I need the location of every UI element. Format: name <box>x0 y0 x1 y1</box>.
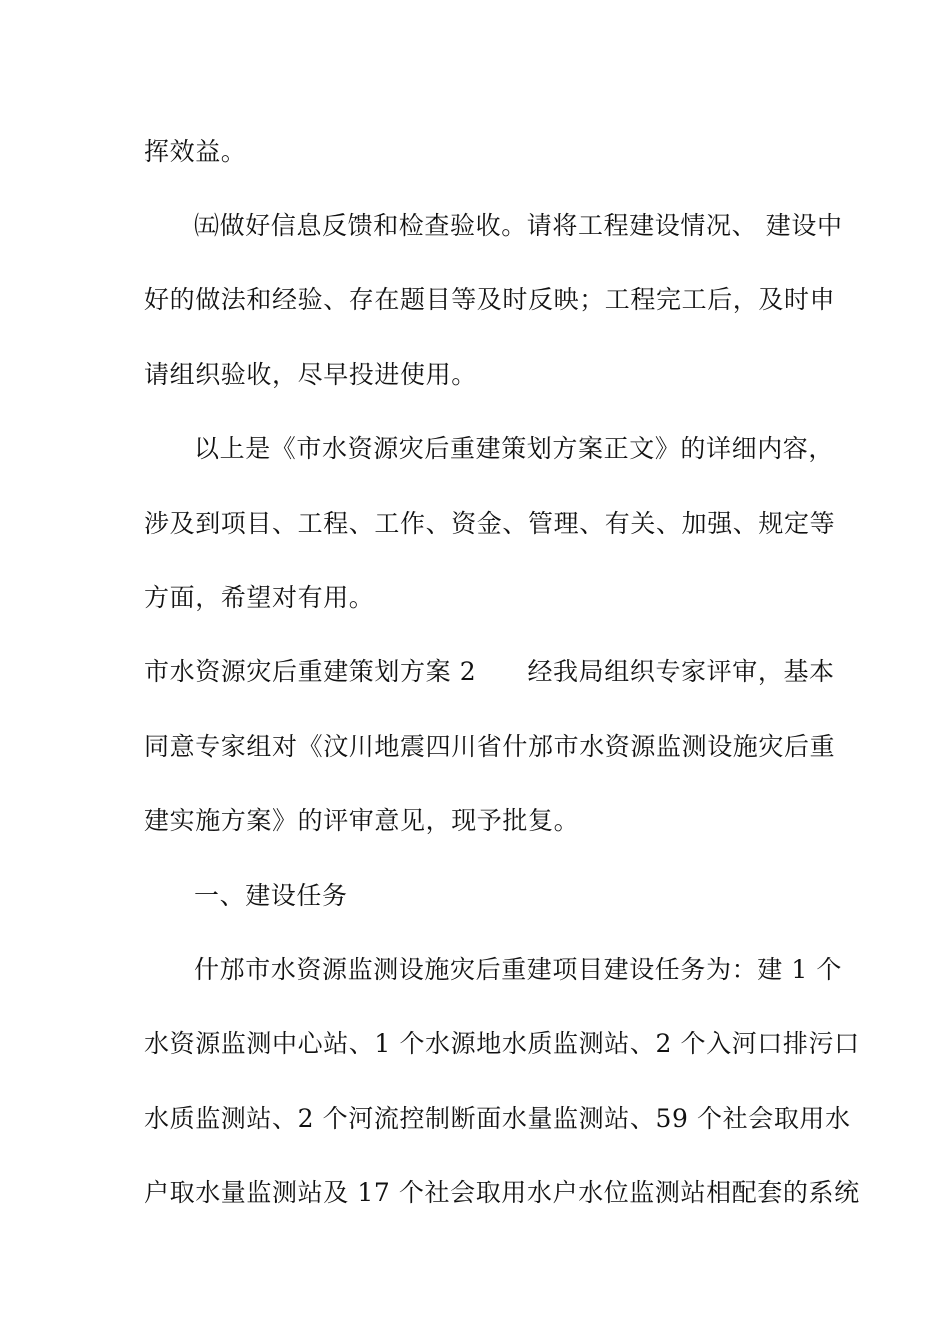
section-heading: 一、建设任务 <box>194 881 348 910</box>
paragraph-line-12: 什邡市水资源监测设施灾后重建项目建设任务为：建 1 个 <box>194 955 843 984</box>
paragraph-line-13: 水资源监测中心站、1 个水源地水质监测站、2 个入河口排污口 <box>144 1029 860 1058</box>
paragraph-line-7: 方面，希望对有用。 <box>144 583 375 612</box>
paragraph-line-1: 挥效益。 <box>144 137 247 166</box>
paragraph-line-14: 水质监测站、2 个河流控制断面水量监测站、59 个社会取用水 <box>144 1104 851 1133</box>
paragraph-line-8: 市水资源灾后重建策划方案 2 经我局组织专家评审，基本 <box>144 657 835 686</box>
paragraph-line-9: 同意专家组对《汶川地震四川省什邡市水资源监测设施灾后重 <box>144 732 836 761</box>
paragraph-line-10: 建实施方案》的评审意见，现予批复。 <box>144 806 580 835</box>
paragraph-line-5: 以上是《市水资源灾后重建策划方案正文》的详细内容， <box>194 434 835 463</box>
paragraph-line-3: 好的做法和经验、存在题目等及时反映；工程完工后，及时申 <box>144 285 836 314</box>
paragraph-line-4: 请组织验收，尽早投进使用。 <box>144 360 477 389</box>
paragraph-line-2: ㈤做好信息反馈和检查验收。请将工程建设情况、 建设中 <box>194 211 843 240</box>
paragraph-line-15: 户取水量监测站及 17 个社会取用水户水位监测站相配套的系统 <box>144 1178 860 1207</box>
paragraph-line-6: 涉及到项目、工程、工作、资金、管理、有关、加强、规定等 <box>144 509 836 538</box>
